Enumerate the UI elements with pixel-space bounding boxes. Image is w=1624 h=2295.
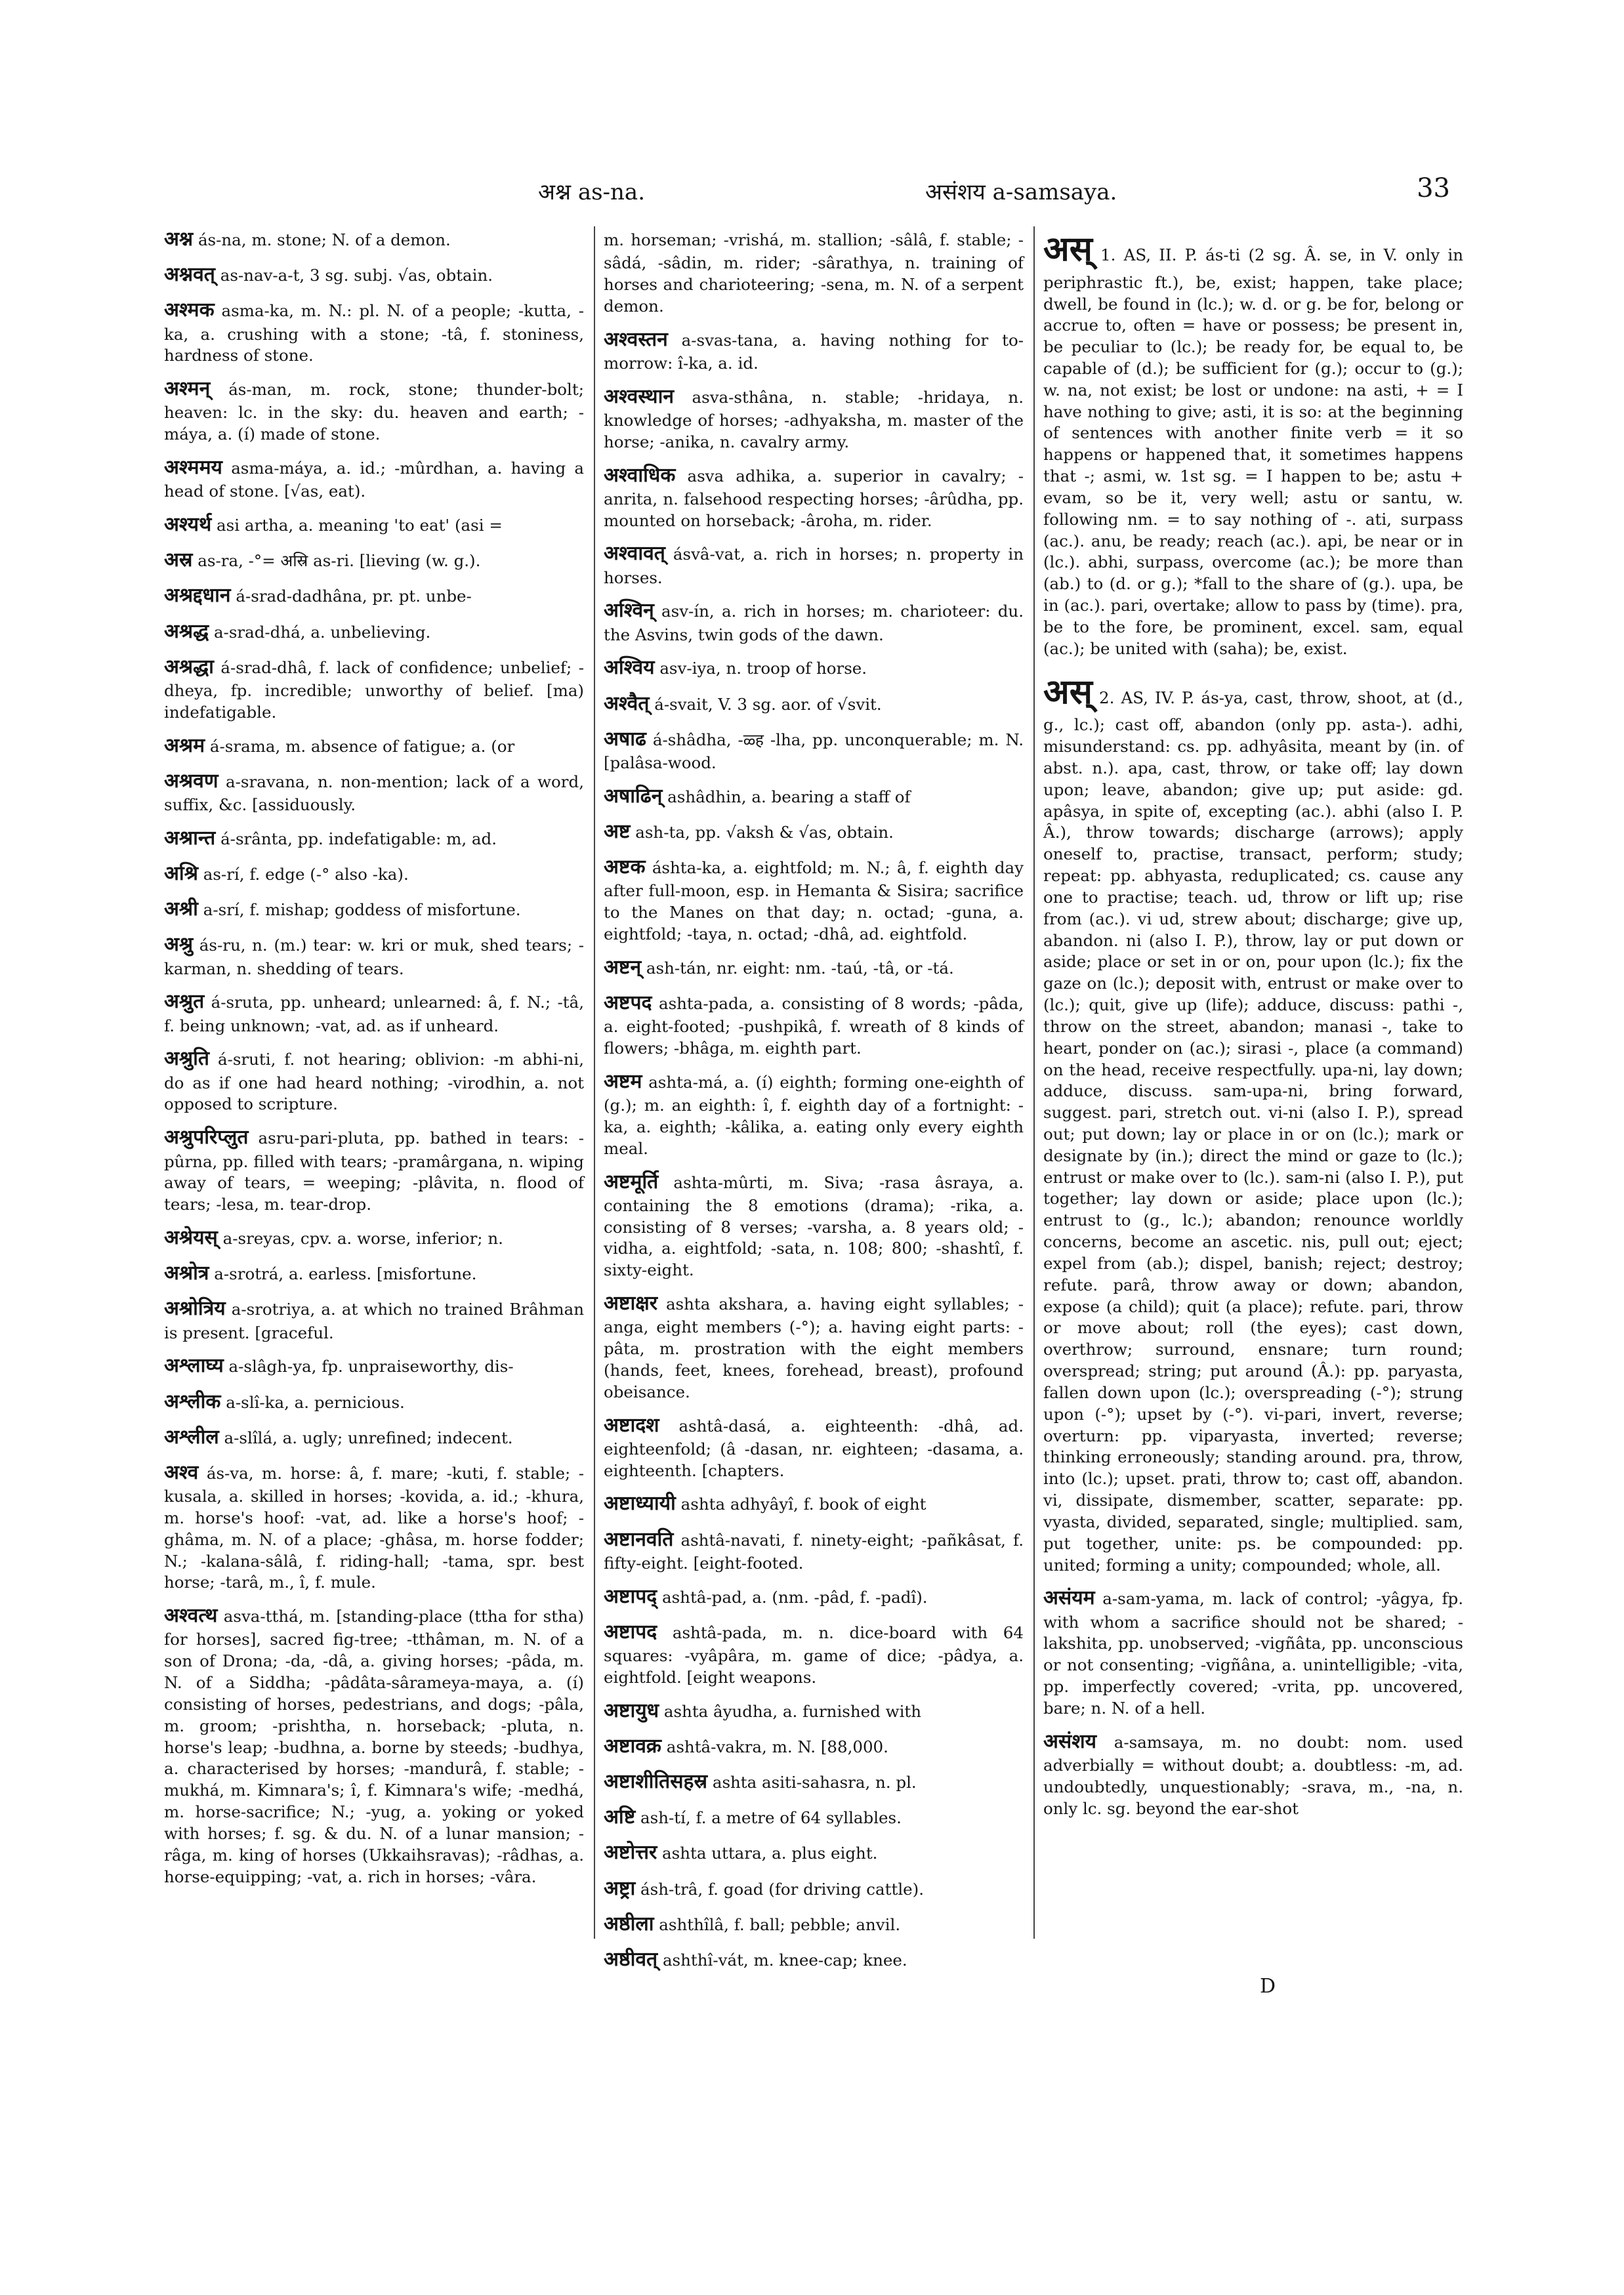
- header-left-guideword: अश्न as-na.: [538, 179, 646, 205]
- entry-text: á-shâdha, -ळ्ह -lha, pp. unconquerable; m. N. [palâsa-wood.: [604, 730, 1024, 772]
- entry-text: ás-na, m. stone; N. of a demon.: [198, 230, 451, 249]
- entry-text: ás-man, m. rock, stone; thunder-bolt; heaven: lc. in the sky: du. heaven and earth; -máya, a. (í) made of stone.: [164, 380, 584, 444]
- entry-headword: अस्: [1043, 229, 1093, 269]
- entry-text: a-srad-dhá, a. unbelieving.: [213, 622, 431, 642]
- entry-headword: अष्ठीवत्: [604, 1947, 658, 1971]
- entry-text: a-srí, f. mishap; goddess of misfortune.: [203, 900, 521, 920]
- entry-text: ashtâ-dasá, a. eighteenth: -dhâ, ad. eighteenfold; (â -dasan, nr. eighteen; -dasama, a. eighteenth. [chapters.: [604, 1416, 1024, 1480]
- dictionary-entry: [1043, 1729, 1463, 1820]
- entry-text: ashâdhin, a. bearing a staff of: [667, 787, 911, 806]
- dictionary-entry: [604, 1947, 1024, 1973]
- entry-text: asru-pari-pluta, pp. bathed in tears: -pûrna, pp. filled with tears; -pramârgana, n. wiping away of tears, = weeping; -plâvita, n. flood of tears; -lesa, m. tear-drop.: [164, 1128, 584, 1214]
- entry-headword: अष्टोत्तर: [604, 1841, 657, 1865]
- dictionary-entry: [604, 1584, 1024, 1610]
- dictionary-entry: [164, 1125, 584, 1216]
- entry-headword: अषाढिन्: [604, 784, 663, 808]
- entry-headword: अश्रवण: [164, 769, 219, 793]
- dictionary-entry: [604, 541, 1024, 589]
- entry-text: as-rí, f. edge (-° also -ka).: [203, 865, 409, 884]
- entry-text: ás-va, m. horse: â, f. mare; -kuti, f. stable; -kusala, a. skilled in horses; -kovida, a. id.; -khura, m. horse's hoof: -vat, ad. like a horse's hoof; -ghâma, m. N. of a place; -ghâsa, m. horse fodder; N.; -kalana-sâlâ, f. riding-hall; -tama, spr. best horse; -tarâ, m., î, f. mule.: [164, 1463, 584, 1592]
- dictionary-entry: [164, 989, 584, 1037]
- dictionary-entry: [604, 1291, 1024, 1403]
- entry-text: asva-sthâna, n. stable; -hridaya, n. knowledge of horses; -adhyaksha, m. master of the horse; -anika, n. cavalry army.: [604, 387, 1024, 451]
- entry-text: a-svas-tana, a. having nothing for to-morrow: î-ka, a. id.: [604, 330, 1024, 373]
- dictionary-entry: [164, 1389, 584, 1415]
- entry-headword: अश्रद्धा: [164, 655, 214, 678]
- entry-headword: अश्रोत्र: [164, 1262, 209, 1285]
- dictionary-entry: [164, 262, 584, 288]
- entry-headword: अश्रद्दधान: [164, 584, 231, 608]
- entry-text: ashtâ-pada, m. n. dice-board with 64 squares: -vyâpâra, m. game of dice; -pâdya, a. eightfold. [eight weapons.: [604, 1623, 1024, 1687]
- dictionary-entry: [164, 1424, 584, 1451]
- running-header: [164, 172, 1450, 211]
- entry-text: ashtâ-navati, f. ninety-eight; -pañkâsat, f. fifty-eight. [eight-footed.: [604, 1530, 1024, 1573]
- entry-headword: अश्वैत्: [604, 692, 650, 715]
- dictionary-entry: [1043, 226, 1463, 660]
- entry-headword: अश्वाधिक: [604, 463, 676, 487]
- entry-text: á-srânta, pp. indefatigable: m, ad.: [220, 829, 497, 848]
- dictionary-entry: [604, 990, 1024, 1060]
- entry-text: ashtâ-vakra, m. N. [88,000.: [666, 1737, 888, 1756]
- entry-text: a-sam-yama, m. lack of control; -yâgya, fp. with whom a sacrifice should not be shared; -lakshita, pp. unobserved; -vigñâta, pp. unconscious or not consenting; -vigñâna, a. unintelligible; -vita, pp. imperfectly covered; -vrita, pp. uncovered, bare; n. N. of a hell.: [1043, 1589, 1463, 1718]
- entry-text: ashta adhyâyî, f. book of eight: [680, 1495, 927, 1514]
- entry-text: ashta âyudha, a. furnished with: [663, 1701, 922, 1721]
- entry-headword: अस्र: [164, 548, 193, 572]
- signature-mark: D: [1260, 1975, 1276, 1998]
- entry-text: a-sravana, n. non-mention; lack of a word, suffix, &c. [assiduously.: [164, 772, 584, 815]
- dictionary-entry: [164, 768, 584, 816]
- dictionary-entry: [164, 1296, 584, 1344]
- entry-headword: अश्रान्त: [164, 826, 216, 850]
- dictionary-entry: [164, 896, 584, 922]
- header-right-guideword: असंशय a-samsaya.: [925, 179, 1117, 205]
- dictionary-entry: [604, 1169, 1024, 1282]
- entry-text: as-ra, -°= अस्रि as-ri. [lieving (w. g.).: [198, 551, 481, 571]
- dictionary-entry: [164, 825, 584, 852]
- entry-text: a-sreyas, cpv. a. worse, inferior; n.: [222, 1228, 503, 1248]
- entry-headword: अष्टाध्यायी: [604, 1492, 676, 1516]
- entry-headword: अश्नवत्: [164, 263, 215, 287]
- entry-headword: अश्रुति: [164, 1047, 210, 1071]
- entry-headword: अष्टावक्र: [604, 1734, 661, 1758]
- dictionary-entry: [604, 1769, 1024, 1795]
- dictionary-entry: [604, 1804, 1024, 1830]
- entry-headword: अषाढ: [604, 727, 646, 751]
- entry-headword: अष्टि: [604, 1806, 636, 1829]
- entry-headword: अष्ट: [604, 819, 631, 843]
- dictionary-entry: [164, 376, 584, 445]
- entry-text: ashta-má, a. (í) eighth; forming one-eighth of (g.); m. an eighth: î, f. eighth day of a fortnight: -ka, a. eighth; -kâlika, a. eating only every eighth meal.: [604, 1072, 1024, 1158]
- entry-text: as-nav-a-t, 3 sg. subj. √as, obtain.: [220, 266, 493, 285]
- entry-text: 2. AS, IV. P. ás-ya, cast, throw, shoot, at (d., g., lc.); cast off, abandon (only pp. asta-). adhi, misunderstand: cs. pp. adhyâsita, meant by (in. of abst. n.). apa, cast, throw, or take off; lay down upon; leave, abandon; give up; put aside: gd. apâsya, in spite of, excepting (ac.). abhi (also I. P. Â.), throw towards; discharge (arrows); apply oneself to, practise, transact, perform; study; repeat: pp. abhyasta, reduplicated; cs. cause any one to practise; teach. ud, throw or lift up; rise from (ac.). vi ud, strew about; discharge; give up, abandon. ni (also I. P.), throw, lay or put down or aside; place or set in or on, pour upon (lc.); fix the gaze on (lc.); deposit with, entrust or make over to (lc.); quit, give up (life); adduce, discuss: pathi -, throw on the street, abandon; manasi -, take to heart, ponder on (ac.); sirasi -, place (a command) on the head, receive respectfully. upa-ni, lay down; adduce, discuss. sam-upa-ni, bring forward, suggest. pari, stretch out. vi-ni (also I. P.), spread out; put down; lay or place in or on (lc.); mark or designate by (in.); direct the mind or gaze to (lc.); entrust or make over to (lc.). sam-ni (also I. P.), put together; lay down or aside; place upon (lc.); entrust to (g., lc.); abandon; renounce worldly concerns, become an ascetic. nis, pull out; eject; expel from (ab.); dispel, banish; reject; destroy; refute. parâ, throw away or down; abandon, expose (a child); quit (a place); refute. pari, throw or move about; roll (the eyes); cast down, overthrow; surround, ensnare; turn round; overspread; string; put around (Â.): pp. paryasta, fallen down upon (lc.); overspreading (-°); strung upon (-°); upset by (-°). vi-pari, invert, reverse; overturn: pp. viparyasta, inverted; reverse; thinking erroneously; standing around. pra, throw, into (lc.); upset. prati, throw to; cast off, abandon. vi, dissipate, dismember, scatter, separate: pp. vyasta, divided, separated, single; multiplied. sam, put together, unite: ps. be compounded: pp. united; forming a unity; compounded; whole, all.: [1043, 688, 1463, 1575]
- dictionary-entry: [604, 226, 1024, 318]
- column-divider: [594, 226, 595, 1939]
- entry-headword: अश्ममय: [164, 456, 222, 480]
- entry-headword: अष्टमूर्ति: [604, 1170, 659, 1193]
- entry-headword: अश्यर्थ: [164, 513, 212, 537]
- dictionary-entry: [164, 297, 584, 367]
- entry-headword: अश्विन्: [604, 599, 654, 623]
- entry-text: asv-iya, n. troop of horse.: [659, 659, 867, 678]
- dictionary-entry: [604, 327, 1024, 375]
- dictionary-column-2: [604, 226, 1024, 1971]
- dictionary-entry: [604, 726, 1024, 774]
- entry-headword: अष्टक: [604, 856, 646, 879]
- entry-text: ash-ta, pp. √aksh & √as, obtain.: [635, 822, 894, 842]
- entry-headword: अश्वत्थ: [164, 1604, 218, 1628]
- entry-headword: अष्टापद्: [604, 1584, 657, 1608]
- entry-text: á-sruti, f. not hearing; oblivion: -m abhi-ni, do as if one had heard nothing; -virodhin, a. not opposed to scripture.: [164, 1050, 585, 1114]
- dictionary-entry: [164, 512, 584, 538]
- entry-text: a-srotriya, a. at which no trained Brâhman is present. [graceful.: [164, 1300, 584, 1342]
- entry-text: a-srotrá, a. earless. [misfortune.: [214, 1264, 477, 1284]
- dictionary-entry: [604, 598, 1024, 646]
- entry-headword: अश्मन्: [164, 377, 211, 401]
- entry-headword: अस्: [1043, 671, 1093, 712]
- entry-headword: अष्ट्रा: [604, 1876, 636, 1900]
- dictionary-entry: [164, 1460, 584, 1594]
- entry-headword: अश्रेयस्: [164, 1226, 218, 1249]
- column-divider: [1033, 226, 1035, 1939]
- dictionary-entry: [604, 1527, 1024, 1575]
- entry-headword: अश्रु: [164, 933, 194, 957]
- entry-text: á-srad-dadhâna, pr. pt. unbe-: [236, 587, 472, 606]
- entry-headword: अश्रि: [164, 862, 198, 886]
- dictionary-entry: [604, 655, 1024, 681]
- dictionary-column-3: [1043, 226, 1463, 1945]
- entry-headword: अश्रम: [164, 734, 205, 757]
- entry-headword: अश्लाघ्य: [164, 1354, 224, 1378]
- dictionary-entry: [604, 384, 1024, 453]
- entry-headword: अश्न: [164, 228, 194, 251]
- entry-headword: अष्टादश: [604, 1413, 659, 1437]
- dictionary-entry: [164, 654, 584, 724]
- dictionary-entry: [604, 1698, 1024, 1724]
- entry-headword: अष्टायुध: [604, 1699, 659, 1722]
- dictionary-entry: [604, 783, 1024, 810]
- entry-headword: अश्रुत: [164, 990, 205, 1014]
- entry-text: ash-tí, f. a metre of 64 syllables.: [640, 1808, 902, 1828]
- dictionary-entry: [164, 1353, 584, 1379]
- entry-headword: अष्टपद: [604, 991, 652, 1015]
- entry-text: ashthî-vát, m. knee-cap; knee.: [662, 1950, 907, 1970]
- entry-headword: अष्टाक्षर: [604, 1292, 657, 1315]
- entry-text: á-srama, m. absence of fatigue; a. (or: [209, 736, 515, 756]
- dictionary-entry: [604, 1733, 1024, 1760]
- entry-text: ashta-pada, a. consisting of 8 words; -pâda, a. eight-footed; -pushpikâ, f. wreath of 8 kinds of flowers; -bhâga, m. eighth part.: [604, 994, 1024, 1058]
- dictionary-entry: [164, 1260, 584, 1287]
- entry-text: á-sruta, pp. unheard; unlearned: â, f. N.; -tâ, f. being unknown; -vat, ad. as if unheard.: [164, 993, 584, 1035]
- entry-headword: अश्मक: [164, 299, 215, 322]
- dictionary-entry: [164, 455, 584, 503]
- entry-text: ashta uttara, a. plus eight.: [662, 1844, 878, 1863]
- entry-headword: अश्रद्ध: [164, 619, 209, 643]
- dictionary-entry: [604, 1876, 1024, 1902]
- entry-headword: अष्टन्: [604, 955, 642, 979]
- entry-headword: अश्लीक: [164, 1390, 221, 1413]
- entry-headword: अश्लील: [164, 1425, 219, 1449]
- entry-text: ash-tán, nr. eight: nm. -taú, -tâ, or -tá.: [646, 958, 954, 978]
- entry-headword: अश्वस्थान: [604, 384, 675, 408]
- dictionary-entry: [604, 1491, 1024, 1517]
- entry-text: asi artha, a. meaning 'to eat' (asi =: [217, 516, 503, 535]
- dictionary-entry: [164, 1046, 584, 1115]
- entry-headword: अश्रुपरिप्लुत: [164, 1126, 249, 1149]
- entry-text: a-slâgh-ya, fp. unpraiseworthy, dis-: [228, 1357, 514, 1376]
- dictionary-entry: [604, 854, 1024, 945]
- dictionary-entry: [604, 1069, 1024, 1160]
- entry-headword: अष्टानवति: [604, 1527, 674, 1551]
- entry-text: ashta akshara, a. having eight syllables; -anga, eight members (-°); a. having eight parts: -pâta, m. prostration with the eight members (hands, feet, knees, forehead, breast), profound obeisance.: [604, 1294, 1024, 1401]
- dictionary-entry: [1043, 669, 1463, 1577]
- entry-text: ashthîlâ, f. ball; pebble; anvil.: [659, 1914, 901, 1934]
- entry-text: ás-ru, n. (m.) tear: w. kri or muk, shed tears; -karman, n. shedding of tears.: [164, 936, 584, 978]
- dictionary-entry: [604, 691, 1024, 717]
- entry-headword: अश्वावत्: [604, 542, 665, 566]
- entry-text: á-srad-dhâ, f. lack of confidence; unbelief; -dheya, fp. incredible; unworthy of belief. [ma) indefatigable.: [164, 657, 584, 722]
- dictionary-entry: [604, 1840, 1024, 1866]
- entry-text: asma-ka, m. N.: pl. N. of a people; -kutta, -ka, a. crushing with a stone; -tâ, f. stoniness, hardness of stone.: [164, 301, 584, 365]
- entry-headword: अष्टापद: [604, 1620, 657, 1644]
- page-number: 33: [1417, 173, 1450, 203]
- dictionary-entry: [604, 955, 1024, 981]
- entry-text: a-samsaya, m. no doubt: nom. used adverbially = without doubt; a. doubtless: -m, ad. undoubtedly, unquestionably; -srava, m., -na, n. only lc. sg. beyond the ear-shot: [1043, 1732, 1463, 1818]
- entry-text: m. horseman; -vrishá, m. stallion; -sâlâ, f. stable; -sâdá, -sâdin, m. rider; -sârathya, n. training of horses and charioteering; -sena, m. N. of a serpent demon.: [604, 230, 1024, 316]
- entry-text: ashta-mûrti, m. Siva; -rasa âsraya, a. containing the 8 emotions (drama); -rika, a. consisting of 8 verses; -varsha, a. 8 years old; -vidha, a. eightfold; -sata, n. 108; 800; -shashtî, f. sixty-eight.: [604, 1172, 1024, 1280]
- entry-text: a-slîlá, a. ugly; unrefined; indecent.: [224, 1428, 513, 1447]
- dictionary-entry: [604, 819, 1024, 845]
- entry-headword: अश्री: [164, 898, 198, 921]
- dictionary-entry: [604, 1619, 1024, 1689]
- entry-headword: अश्विय: [604, 656, 655, 680]
- entry-text: a-slî-ka, a. pernicious.: [226, 1392, 405, 1412]
- entry-headword: अष्टम: [604, 1069, 642, 1093]
- entry-text: ásh-trâ, f. goad (for driving cattle).: [640, 1879, 925, 1899]
- dictionary-entry: [604, 463, 1024, 532]
- dictionary-entry: [604, 1911, 1024, 1937]
- entry-text: 1. AS, II. P. ás-ti (2 sg. Â. se, in V. only in periphrastic ft.), be, exist; happen, take place; dwell, be found in (lc.); w. d. or g. be for, belong or accrue to, often = have or possess; be present in, be peculiar to (lc.); be ready for, be equal to, be capable of (d.); be sufficient for (g.); occur to (g.); w. na, not exist; be lost or undone: na asti, + = I have nothing to give; asti, it is so: at the beginning of sentences with another finite verb = it so happens or happened that, it sometimes happens that -; asmi, w. 1st sg. = I happen to be; astu + evam, so be it, very well; astu or santu, w. following nm. = to say nothing of -. ati, surpass (ac.). anu, be ready; reach (ac.). api, be near or in (lc.). abhi, surpass, overcome (ac.); be more than (ab.) to (d. or g.); *fall to the share of (g.). upa, be in (ac.). pari, overtake; allow to pass by (time). pra, be to the fore, be prominent, excel. sam, equal (ac.); be united with (saha); be, exist.: [1043, 245, 1463, 658]
- entry-headword: अष्टाशीतिसहस्र: [604, 1770, 708, 1793]
- dictionary-entry: [164, 619, 584, 645]
- dictionary-entry: [164, 1225, 584, 1251]
- dictionary-entry: [604, 1413, 1024, 1482]
- entry-headword: असंयम: [1043, 1586, 1095, 1610]
- dictionary-entry: [164, 226, 584, 253]
- entry-text: áshta-ka, a. eightfold; m. N.; â, f. eighth day after full-moon, esp. in Hemanta & Sisira; sacrifice to the Manes on that day; n. octad; -guna, a. eightfold; -taya, n. octad; -dhâ, ad. eightfold.: [604, 858, 1024, 944]
- entry-headword: अश्वस्तन: [604, 327, 668, 351]
- dictionary-entry: [164, 861, 584, 887]
- entry-text: ashtâ-pad, a. (nm. -pâd, f. -padî).: [661, 1587, 928, 1607]
- dictionary-entry: [1043, 1585, 1463, 1719]
- entry-headword: अश्व: [164, 1460, 199, 1484]
- dictionary-column-1: [164, 226, 584, 1945]
- entry-text: asma-máya, a. id.; -mûrdhan, a. having a head of stone. [√as, eat).: [164, 459, 585, 501]
- entry-text: á-svait, V. 3 sg. aor. of √svit.: [654, 694, 882, 714]
- entry-headword: असंशय: [1043, 1729, 1096, 1753]
- entry-headword: अष्ठीला: [604, 1912, 654, 1935]
- entry-text: asva-tthá, m. [standing-place (ttha for stha) for horses], sacred fig-tree; -tthâman, m. N. of a son of Drona; -da, -dâ, a. giving horses; -pâda, m. N. of a Siddha; -pâdâta-sârameya-maya, a. (í) consisting of horses, pedestrians, and dogs; -pâla, m. groom; -prishtha, n. horseback; -pluta, n. horse's leap; -budhna, a. borne by steeds; -budhya, a. characterised by horses; -mandurâ, f. stable; -mukhá, m. Kimnara's; î, f. Kimnara's wife; -medhá, m. horse-sacrifice; N.; -yug, a. yoking or yoked with horses; f. sg. & du. N. of a lunar mansion; -râga, m. king of horses (Ukkaihsravas); -râdhas, a. horse-equipping; -vat, a. rich in horses; -vâra.: [164, 1607, 584, 1886]
- entry-text: asva adhika, a. superior in cavalry; -anrita, n. falsehood respecting horses; -ârûdha, pp. mounted on horseback; -âroha, m. rider.: [604, 466, 1024, 530]
- dictionary-entry: [164, 733, 584, 759]
- entry-headword: अश्रोत्रिय: [164, 1297, 226, 1321]
- dictionary-entry: [164, 583, 584, 609]
- dictionary-entry: [164, 932, 584, 980]
- entry-text: ásvâ-vat, a. rich in horses; n. property in horses.: [604, 545, 1024, 587]
- entry-text: asv-ín, a. rich in horses; m. charioteer: du. the Asvins, twin gods of the dawn.: [604, 602, 1024, 644]
- entry-text: ashta asiti-sahasra, n. pl.: [712, 1773, 917, 1792]
- dictionary-entry: [164, 547, 584, 573]
- dictionary-entry: [164, 1603, 584, 1888]
